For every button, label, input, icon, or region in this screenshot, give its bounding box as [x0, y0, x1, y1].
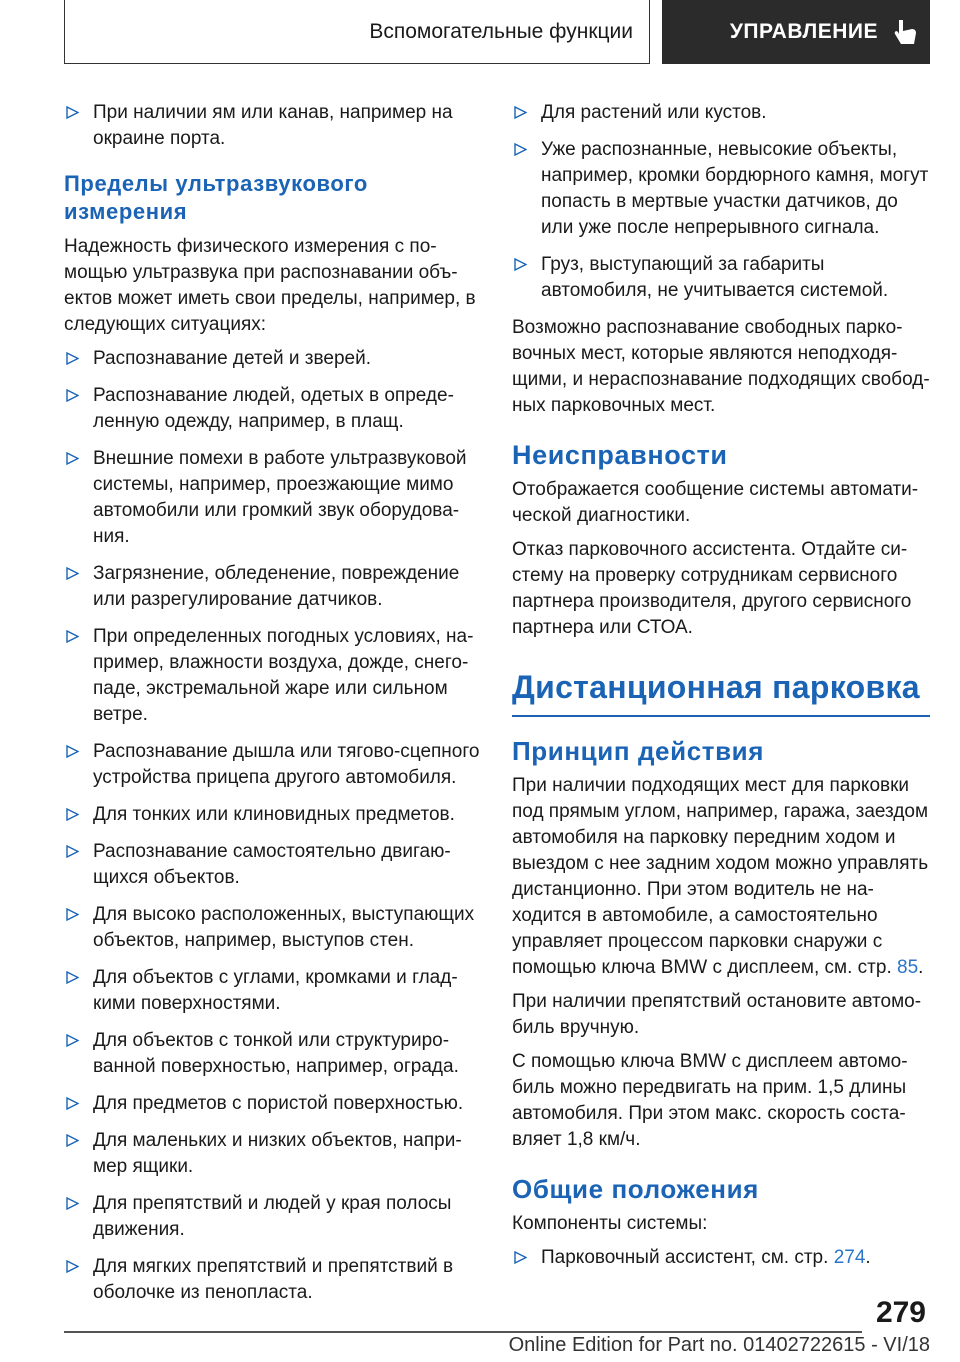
faults-text-2: Отказ парковочного ассистента. Отдайте систему на проверку сотрудникам сервисного партнера производителя, другого сервисного партнера или СТОА.	[512, 539, 912, 638]
page-number: 279	[875, 1296, 926, 1329]
list-item: Распознавание людей, одетых в определенную одежду, например, в плащ.	[64, 383, 482, 435]
list-item: Парковочный ассистент, см. стр. 274.	[512, 1245, 930, 1271]
list-item: Для объектов с углами, кромками и гладкими поверхностями.	[64, 965, 482, 1017]
list-item: Уже распознанные, невысокие объекты, например, кромки бордюрного камня, могут попасть в мертвые участки датчиков, до или уже после непрерывного сигнала.	[512, 137, 930, 241]
general-heading: Общие положения	[512, 1174, 759, 1204]
list-item: Распознавание детей и зверей.	[64, 346, 482, 372]
principle-heading: Принцип действия	[512, 736, 765, 766]
limits-text: Надежность физического измерения с помощью ультразвука при распознавании объектов может иметь свои пределы, например, в следующих ситуациях:	[64, 236, 476, 335]
triangle-bullet-icon	[66, 1197, 79, 1210]
triangle-bullet-icon	[66, 630, 79, 643]
left-column	[64, 100, 482, 1317]
triangle-bullet-icon	[66, 1034, 79, 1047]
triangle-bullet-icon	[514, 258, 527, 271]
triangle-bullet-icon	[66, 567, 79, 580]
list-item: Для растений или кустов.	[512, 100, 930, 126]
list-item: Для объектов с тонкой или структурированной поверхностью, например, ограда.	[64, 1028, 482, 1080]
list-item: Загрязнение, обледенение, повреждение или разрегулирование датчиков.	[64, 561, 482, 613]
hand-pointer-icon	[892, 17, 918, 47]
list-item: Внешние помехи в работе ультразвуковой системы, например, проезжающие мимо автомобили или громкий звук оборудования.	[64, 446, 482, 550]
remote-parking-heading: Дистанционная парковка	[512, 669, 920, 705]
right-column	[512, 100, 930, 1282]
list-item: Распознавание самостоятельно двигающихся объектов.	[64, 839, 482, 891]
triangle-bullet-icon	[66, 352, 79, 365]
general-text: Компоненты системы:	[512, 1213, 708, 1234]
triangle-bullet-icon	[66, 845, 79, 858]
triangle-bullet-icon	[66, 808, 79, 821]
list-item: При наличии ям или канав, например на окраине порта.	[64, 100, 482, 152]
faults-heading: Неисправности	[512, 440, 728, 470]
principle-text-3: С помощью ключа BMW с дисплеем автомобиль можно передвигать на прим. 1,5 длины автомобиля. При этом макс. скорость составляет 1,8 км/ч.	[512, 1051, 908, 1150]
limits-list	[64, 346, 482, 1306]
principle-text-1: При наличии подходящих мест для парковки под прямым углом, например, гаража, заездом автомобиля на парковку передним ходом и выездом с нее задним ходом можно управлять дистанционно. При этом водитель не находится в автомобиле, а самостоятельно управляет процессом парковки снаружи с помощью ключа BMW с дисплеем, см. стр. 85.	[512, 775, 929, 978]
list-item: Распознавание дышла или тягово-сцепного устройства прицепа другого автомобиля.	[64, 739, 482, 791]
triangle-bullet-icon	[66, 1260, 79, 1273]
page-link-274[interactable]: 274	[833, 1247, 866, 1268]
triangle-bullet-icon	[66, 106, 79, 119]
list-item: Груз, выступающий за габариты автомобиля, не учитывается системой.	[512, 252, 930, 304]
list-item: Для препятствий и людей у края полосы движения.	[64, 1191, 482, 1243]
list-item: Для мягких препятствий и препятствий в оболочке из пенопласта.	[64, 1254, 482, 1306]
triangle-bullet-icon	[514, 143, 527, 156]
section-title: Вспомогательные функции	[64, 0, 650, 64]
triangle-bullet-icon	[66, 745, 79, 758]
top-right-list	[512, 100, 930, 304]
footer-rule	[64, 1331, 862, 1333]
principle-text-2: При наличии препятствий остановите автомобиль вручную.	[512, 991, 922, 1038]
faults-text-1: Отображается сообщение системы автоматической диагностики.	[512, 479, 919, 526]
limits-heading: Пределы ультразвукового измерения	[64, 171, 368, 224]
chapter-title: УПРАВЛЕНИЕ	[729, 20, 878, 43]
page-header	[64, 0, 930, 64]
list-item: Для высоко расположенных, выступающих объектов, например, выступов стен.	[64, 902, 482, 954]
triangle-bullet-icon	[66, 971, 79, 984]
intro-list	[64, 100, 482, 152]
general-list	[512, 1245, 930, 1271]
list-item: Для тонких или клиновидных предметов.	[64, 802, 482, 828]
list-item: Для маленьких и низких объектов, например ящики.	[64, 1128, 482, 1180]
triangle-bullet-icon	[66, 1097, 79, 1110]
triangle-bullet-icon	[514, 1251, 527, 1264]
parking-text: Возможно распознавание свободных парковочных мест, которые являются неподходящими, и нераспознавание подходящих свободных парковочных мест.	[512, 317, 930, 416]
triangle-bullet-icon	[66, 1134, 79, 1147]
triangle-bullet-icon	[66, 452, 79, 465]
edition-footer: Online Edition for Part no. 01402722615 - VI/18	[508, 1334, 930, 1356]
heading-rule	[512, 715, 930, 717]
triangle-bullet-icon	[66, 908, 79, 921]
triangle-bullet-icon	[66, 389, 79, 402]
list-item: При определенных погодных условиях, например, влажности воздуха, дожде, снегопаде, экстремальной жаре или сильном ветре.	[64, 624, 482, 728]
triangle-bullet-icon	[514, 106, 527, 119]
list-item: Для предметов с пористой поверхностью.	[64, 1091, 482, 1117]
chapter-tab[interactable]	[662, 0, 930, 64]
page-link-85[interactable]: 85	[897, 957, 919, 978]
